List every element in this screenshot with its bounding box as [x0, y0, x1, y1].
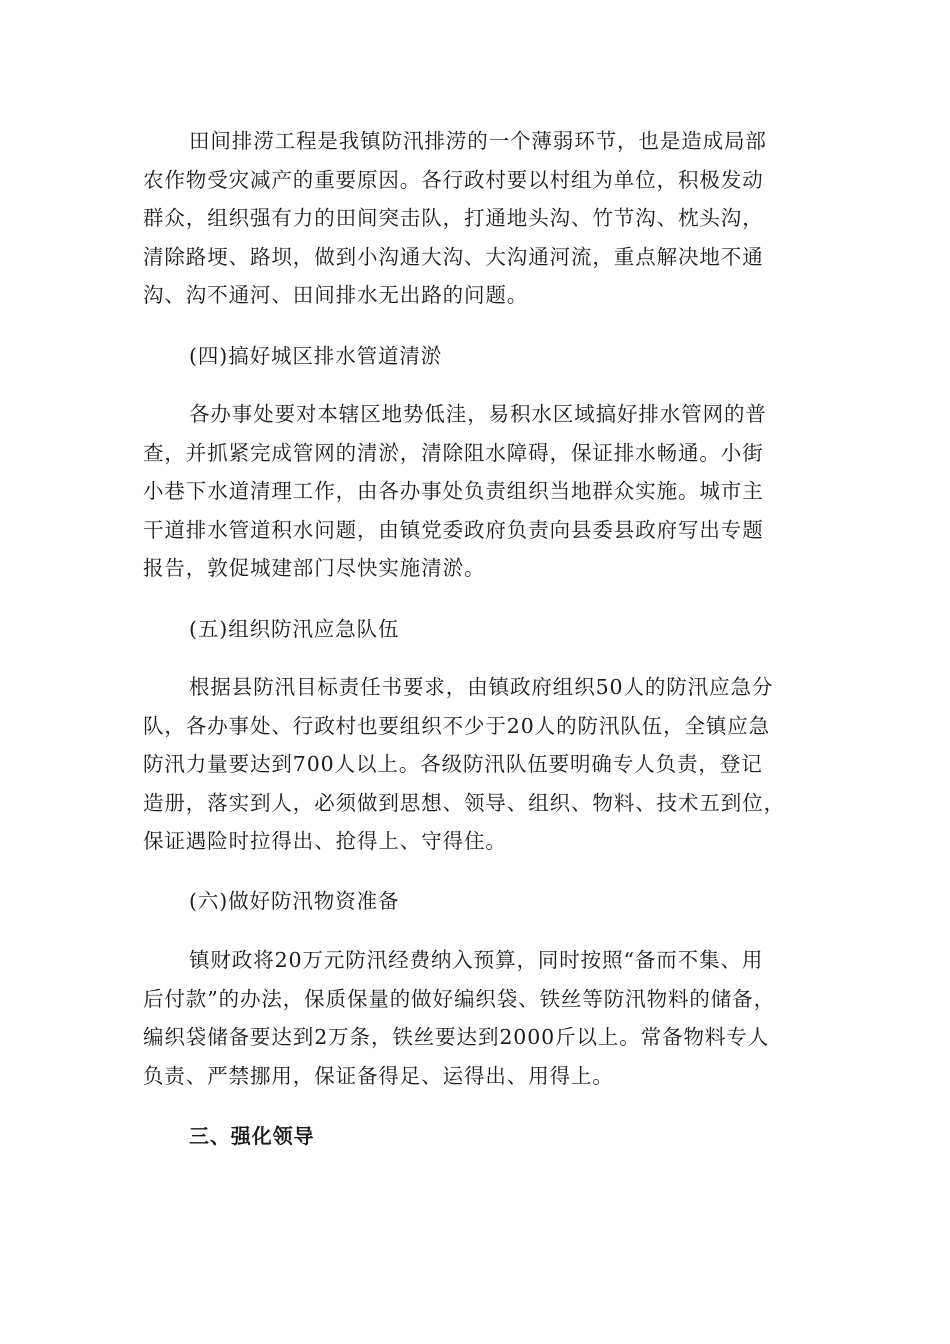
text-line: 根据县防汛目标责任书要求，由镇政府组织50人的防汛应急分 — [189, 675, 774, 699]
text-line: 各办事处要对本辖区地势低洼，易积水区域搞好排水管网的普 — [189, 402, 767, 426]
text-line: 镇财政将20万元防汛经费纳入预算，同时按照“备而不集、用 — [189, 948, 764, 972]
paragraph-field-drainage — [143, 122, 803, 315]
text-line: 报告，敦促城建部门尽快实施清淤。 — [143, 556, 486, 580]
text-line: 农作物受灾减产的重要原因。各行政村要以村组为单位，积极发动 — [143, 167, 764, 192]
text-line: 防汛力量要达到700人以上。各级防汛队伍要明确专人负责，登记 — [143, 752, 763, 776]
text-line: 群众，组织强有力的田间突击队，打通地头沟、竹节沟、枕头沟， — [143, 206, 764, 230]
text-line: 田间排涝工程是我镇防汛排涝的一个薄弱环节，也是造成局部 — [189, 129, 767, 153]
paragraph-flood-supplies — [143, 941, 803, 1095]
text-line: 编织袋储备要达到2万条，铁丝要达到2000斤以上。常备物料专人 — [143, 1025, 770, 1049]
text-line: 后付款”的办法，保质保量的做好编织袋、铁丝等防汛物料的储备， — [143, 986, 775, 1011]
text-line: 负责、严禁挪用，保证备得足、运得出、用得上。 — [143, 1063, 614, 1088]
section-heading-leadership: 三、强化领导 — [189, 1124, 315, 1148]
text-line: 造册，落实到人，必须做到思想、领导、组织、物料、技术五到位， — [143, 790, 785, 815]
heading-urban-drainage: (四)搞好城区排水管道清淤 — [189, 344, 443, 368]
text-line: 沟、沟不通河、田间排水无出路的问题。 — [143, 283, 529, 307]
text-line: 小巷下水道清理工作，由各办事处负责组织当地群众实施。城市主 — [143, 479, 764, 503]
paragraph-urban-drainage — [143, 395, 803, 588]
heading-flood-supplies: (六)做好防汛物资准备 — [189, 889, 400, 913]
paragraph-emergency-team — [143, 668, 803, 861]
text-line: 队，各办事处、行政村也要组织不少于20人的防汛队伍，全镇应急 — [143, 713, 771, 738]
heading-emergency-team: (五)组织防汛应急队伍 — [189, 617, 400, 641]
text-line: 清除路埂、路坝，做到小沟通大沟、大沟通河流，重点解决地不通 — [143, 244, 764, 269]
text-line: 查，并抓紧完成管网的清淤，清除阻水障碍，保证排水畅通。小街 — [143, 440, 764, 465]
text-line: 干道排水管道积水问题，由镇党委政府负责向县委县政府写出专题 — [143, 517, 764, 542]
text-line: 保证遇险时拉得出、抢得上、守得住。 — [143, 829, 507, 853]
